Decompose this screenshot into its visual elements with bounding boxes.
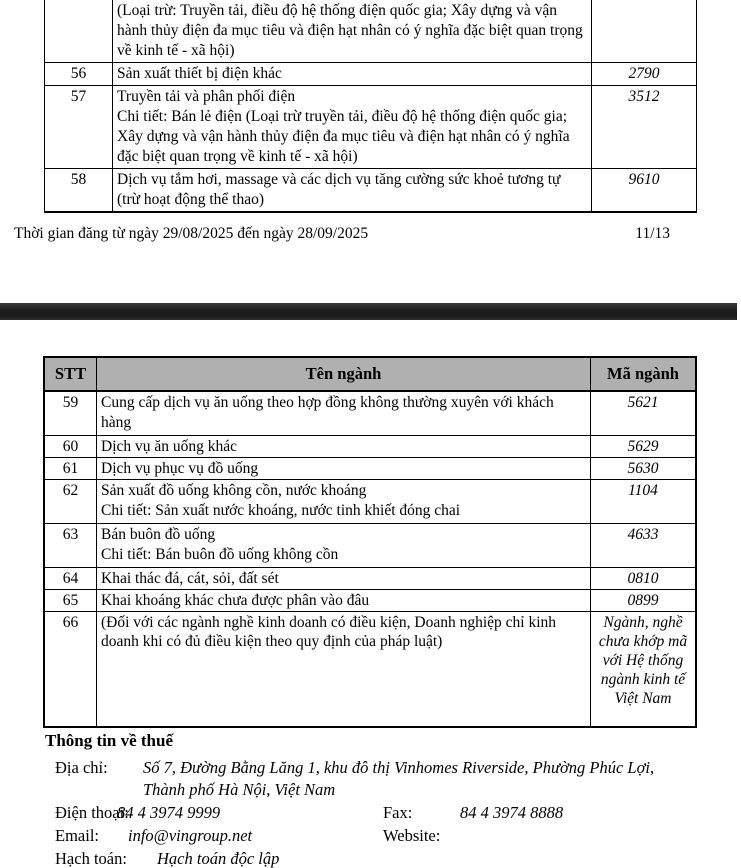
industry-code-cell: 9610 (628, 171, 660, 188)
industry-detail: Chi tiết: Bán lẻ điện (Loại trừ truyền tải, điều độ hệ thống điện quốc gia; Xây dựng và vận hành thủy điện đa mục tiêu và điện hạt nhân có ý nghĩa đặc biệt quan trọng về kinh tế - xã hội) (117, 108, 570, 165)
table-row-64 (45, 568, 695, 590)
exclusion-text: (Loại trừ: Truyền tải, điều độ hệ thống điện quốc gia; Xây dựng và vận hành thủy điện đa mục tiêu và điện hạt nhân có ý nghĩa đặc biệt quan trọng về kinh tế - xã hội) (117, 2, 583, 59)
table-row-59 (45, 392, 695, 436)
industry-code-cell: 0810 (627, 570, 659, 587)
industry-name: Bán buôn đồ uống (101, 526, 216, 543)
industry-code-cell: 0899 (627, 592, 659, 609)
industry-code-cell (592, 0, 696, 62)
email-value: info@vingroup.net (128, 826, 253, 845)
stt-cell: 56 (70, 65, 87, 82)
stt-cell: 61 (62, 460, 79, 477)
page-footer (14, 225, 670, 243)
stt-cell: 62 (62, 482, 79, 499)
industry-code-cell: 4633 (627, 526, 659, 543)
stt-cell: 63 (62, 526, 79, 543)
header-industry-name: Tên ngành (96, 358, 591, 390)
industry-name: Sản xuất đồ uống không cồn, nước khoáng (101, 482, 367, 499)
industry-name-cell (112, 86, 592, 168)
tax-section-heading: Thông tin về thuế (45, 731, 173, 750)
stt-cell: 57 (70, 88, 87, 105)
business-lines-table-page12 (43, 356, 697, 728)
accounting-label: Hạch toán: (55, 849, 127, 868)
table-row-65 (45, 590, 695, 612)
table-row-61 (45, 458, 695, 480)
industry-name: Truyền tải và phân phối điện (117, 88, 296, 105)
industry-name-cell (112, 0, 592, 62)
accounting-value: Hạch toán độc lập (157, 849, 280, 868)
phone-value: 84 4 3974 9999 (117, 803, 221, 822)
stt-cell (45, 0, 112, 62)
industry-code-cell: 5629 (627, 438, 659, 455)
industry-code-cell: Ngành, nghề chưa khớp mã với Hệ thống ngành kinh tế Việt Nam (598, 614, 688, 707)
industry-name-cell: Dịch vụ phục vụ đồ uống (96, 458, 591, 479)
table-row-60 (45, 436, 695, 458)
stt-cell: 64 (62, 570, 79, 587)
table-row-continuation (45, 0, 696, 63)
table-header-row (45, 358, 695, 392)
industry-name-cell: Khai thác đá, cát, sỏi, đất sét (96, 568, 591, 589)
publication-period: Thời gian đăng từ ngày 29/08/2025 đến ngày 28/09/2025 (14, 225, 369, 242)
table-row-66 (45, 612, 695, 726)
business-lines-table-page11 (44, 0, 697, 213)
table-row-62 (45, 480, 695, 524)
industry-name-cell: Dịch vụ ăn uống khác (96, 436, 591, 457)
header-stt: STT (54, 364, 87, 383)
industry-code-cell: 1104 (628, 482, 658, 499)
industry-name-cell (96, 480, 591, 523)
stt-cell: 58 (70, 171, 87, 188)
header-industry-code: Mã ngành (607, 364, 679, 383)
industry-name-cell: Cung cấp dịch vụ ăn uống theo hợp đồng không thường xuyên với khách hàng (96, 392, 591, 435)
industry-name-cell: Sản xuất thiết bị điện khác (112, 63, 592, 85)
page-separator-bar (0, 303, 737, 320)
industry-name-cell (96, 524, 591, 567)
website-label: Website: (383, 826, 441, 845)
industry-code-cell: 5630 (627, 460, 659, 477)
industry-name-cell: Dịch vụ tắm hơi, massage và các dịch vụ tăng cường sức khoẻ tương tự (trừ hoạt động thể thao) (112, 169, 592, 211)
stt-cell: 65 (62, 592, 79, 609)
table-row-58 (45, 169, 696, 213)
email-label: Email: (55, 826, 99, 845)
industry-detail: Chi tiết: Sản xuất nước khoáng, nước tinh khiết đóng chai (101, 502, 461, 519)
industry-code-cell: 5621 (627, 394, 659, 411)
table-row-56 (45, 63, 696, 86)
industry-detail: Chi tiết: Bán buôn đồ uống không cồn (101, 546, 339, 563)
fax-value: 84 4 3974 8888 (460, 803, 564, 822)
industry-code-cell: 2790 (628, 65, 660, 82)
industry-name-cell: Khai khoáng khác chưa được phân vào đâu (96, 590, 591, 611)
industry-name-cell: (Đối với các ngành nghề kinh doanh có điều kiện, Doanh nghiệp chỉ kinh doanh khi có đủ điều kiện theo quy định của pháp luật) (96, 612, 591, 726)
stt-cell: 60 (62, 438, 79, 455)
page-number: 11/13 (635, 225, 670, 242)
stt-cell: 59 (62, 394, 79, 411)
fax-label: Fax: (383, 803, 413, 822)
table-row-57 (45, 86, 696, 169)
address-value: Số 7, Đường Bằng Lăng 1, khu đô thị Vinhomes Riverside, Phường Phúc Lợi, Thành phố Hà Nội, Việt Nam (143, 758, 655, 799)
stt-cell: 66 (62, 614, 79, 631)
table-row-63 (45, 524, 695, 568)
industry-code-cell: 3512 (628, 88, 660, 105)
phone-label: Điện thoại: (55, 803, 129, 822)
address-label: Địa chỉ: (55, 758, 108, 777)
